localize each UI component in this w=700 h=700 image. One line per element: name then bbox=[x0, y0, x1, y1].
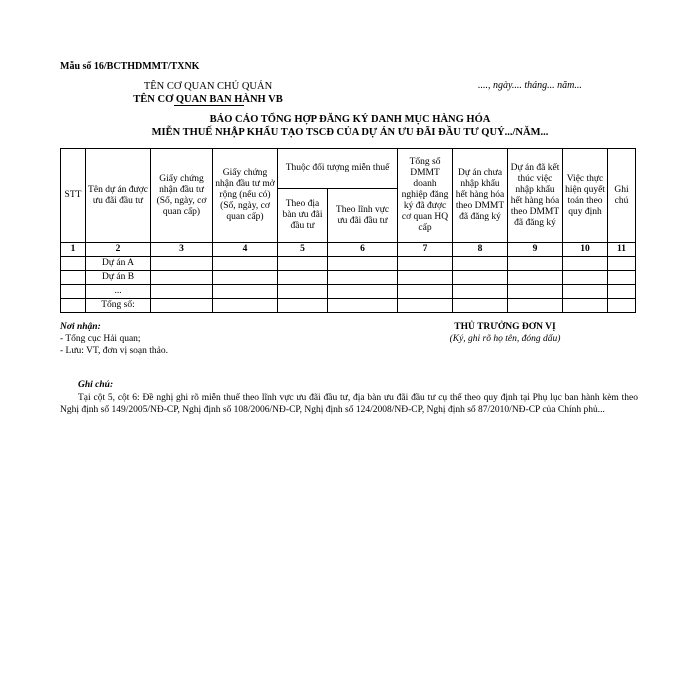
table-cell bbox=[278, 271, 328, 285]
form-code: Mẫu số 16/BCTHDMMT/TXNK bbox=[60, 61, 200, 72]
column-number: 6 bbox=[328, 243, 398, 257]
table-cell bbox=[608, 285, 636, 299]
table-cell bbox=[213, 257, 278, 271]
table-cell bbox=[278, 257, 328, 271]
row-label: Dự án A bbox=[86, 257, 151, 271]
signer-note: (Ký, ghi rõ họ tên, đóng dấu) bbox=[449, 334, 561, 344]
header-expansion-cert: Giấy chứng nhận đầu tư mở rộng (nếu có) (Số, ngày, cơ quan cấp) bbox=[213, 149, 278, 243]
header-stt: STT bbox=[61, 149, 86, 243]
table-cell bbox=[151, 299, 213, 313]
table-cell bbox=[151, 271, 213, 285]
table-cell bbox=[213, 271, 278, 285]
table-cell bbox=[398, 285, 453, 299]
header-notes: Ghi chú bbox=[608, 149, 636, 243]
table-cell bbox=[61, 299, 86, 313]
table-header-row bbox=[61, 149, 636, 189]
report-title bbox=[60, 113, 640, 139]
table-cell bbox=[398, 299, 453, 313]
total-label: Tổng số: bbox=[86, 299, 151, 313]
managing-agency: TÊN CƠ QUAN CHỦ QUẢN bbox=[143, 81, 273, 92]
recipients-heading: Nơi nhận: bbox=[60, 322, 101, 332]
table-total-row bbox=[61, 299, 636, 313]
header-by-area: Theo địa bàn ưu đãi đầu tư bbox=[278, 189, 328, 243]
table-cell bbox=[608, 257, 636, 271]
table-cell bbox=[328, 285, 398, 299]
header-project-name: Tên dự án được ưu đãi đầu tư bbox=[86, 149, 151, 243]
column-number: 1 bbox=[61, 243, 86, 257]
table-row bbox=[61, 257, 636, 271]
report-title-line2: MIỄN THUẾ NHẬP KHẨU TẠO TSCĐ CỦA DỰ ÁN ƯU ĐÃI ĐẦU TƯ QUÝ.../NĂM... bbox=[151, 127, 549, 138]
header-total-dmmt: Tổng số DMMT doanh nghiệp đăng ký đã được cơ quan HQ cấp bbox=[398, 149, 453, 243]
header-settlement: Việc thực hiện quyết toán theo quy định bbox=[563, 149, 608, 243]
table-cell bbox=[453, 285, 508, 299]
table-cell bbox=[328, 271, 398, 285]
row-label: Dự án B bbox=[86, 271, 151, 285]
column-number: 7 bbox=[398, 243, 453, 257]
header-exempt-group: Thuộc đối tượng miễn thuế bbox=[278, 149, 398, 189]
table-cell bbox=[508, 299, 563, 313]
table-cell bbox=[563, 257, 608, 271]
table-cell bbox=[61, 271, 86, 285]
dateline: ...., ngày.... tháng... năm... bbox=[478, 80, 582, 91]
table-cell bbox=[398, 271, 453, 285]
notes-body: Tại cột 5, cột 6: Đề nghị ghi rõ miễn thuế theo lĩnh vực ưu đãi đầu tư, địa bàn ưu đãi đầu tư cụ thể theo quy định tại Phụ lục ban hành kèm theo Nghị định số 149/2005/NĐ-CP, Nghị định số 108/2006/NĐ-CP, Nghị định số 124/2008/NĐ-CP, Nghị định số 87/2010/NĐ-CP của Chính phủ... bbox=[60, 393, 638, 415]
column-number: 10 bbox=[563, 243, 608, 257]
recipient-item: - Lưu: VT, đơn vị soạn thảo. bbox=[60, 346, 168, 356]
header-not-finished: Dự án chưa nhập khẩu hết hàng hóa theo DMMT đã đăng ký bbox=[453, 149, 508, 243]
table-cell bbox=[213, 285, 278, 299]
column-number: 2 bbox=[86, 243, 151, 257]
recipient-item: - Tổng cục Hải quan; bbox=[60, 334, 141, 344]
header-by-sector: Theo lĩnh vực ưu đãi đầu tư bbox=[328, 189, 398, 243]
table-cell bbox=[608, 271, 636, 285]
table-cell bbox=[508, 257, 563, 271]
column-number: 8 bbox=[453, 243, 508, 257]
issuing-agency: TÊN CƠ QUAN BAN HÀNH VB bbox=[133, 94, 283, 105]
column-number: 5 bbox=[278, 243, 328, 257]
table-row bbox=[61, 285, 636, 299]
column-number: 11 bbox=[608, 243, 636, 257]
notes-heading: Ghi chú: bbox=[78, 380, 114, 390]
column-number: 4 bbox=[213, 243, 278, 257]
table-cell bbox=[563, 271, 608, 285]
table-cell bbox=[453, 299, 508, 313]
table-cell bbox=[278, 285, 328, 299]
table-cell bbox=[328, 257, 398, 271]
report-title-line1: BÁO CÁO TỔNG HỢP ĐĂNG KÝ DANH MỤC HÀNG HÓA bbox=[209, 114, 491, 125]
recipients-block bbox=[60, 321, 168, 357]
table-cell bbox=[563, 299, 608, 313]
table-cell bbox=[453, 257, 508, 271]
table-cell bbox=[151, 257, 213, 271]
table-cell bbox=[61, 257, 86, 271]
column-number: 3 bbox=[151, 243, 213, 257]
column-number: 9 bbox=[508, 243, 563, 257]
agency-underline bbox=[174, 105, 244, 106]
column-number-row bbox=[61, 243, 636, 257]
table-row bbox=[61, 271, 636, 285]
header-finished: Dự án đã kết thúc việc nhập khẩu hết hàng hóa theo DMMT đã đăng ký bbox=[508, 149, 563, 243]
signer-title: THỦ TRƯỞNG ĐƠN VỊ bbox=[454, 322, 556, 332]
header-investment-cert: Giấy chứng nhận đầu tư (Số, ngày, cơ quan cấp) bbox=[151, 149, 213, 243]
table-cell bbox=[328, 299, 398, 313]
table-cell bbox=[563, 285, 608, 299]
table-cell bbox=[508, 285, 563, 299]
row-label: ... bbox=[86, 285, 151, 299]
table-cell bbox=[213, 299, 278, 313]
table-cell bbox=[453, 271, 508, 285]
table-cell bbox=[608, 299, 636, 313]
table-cell bbox=[278, 299, 328, 313]
table-cell bbox=[61, 285, 86, 299]
table-cell bbox=[508, 271, 563, 285]
signature-block bbox=[430, 321, 580, 345]
table-cell bbox=[398, 257, 453, 271]
agency-block bbox=[118, 80, 298, 106]
report-table bbox=[60, 148, 636, 313]
table-cell bbox=[151, 285, 213, 299]
